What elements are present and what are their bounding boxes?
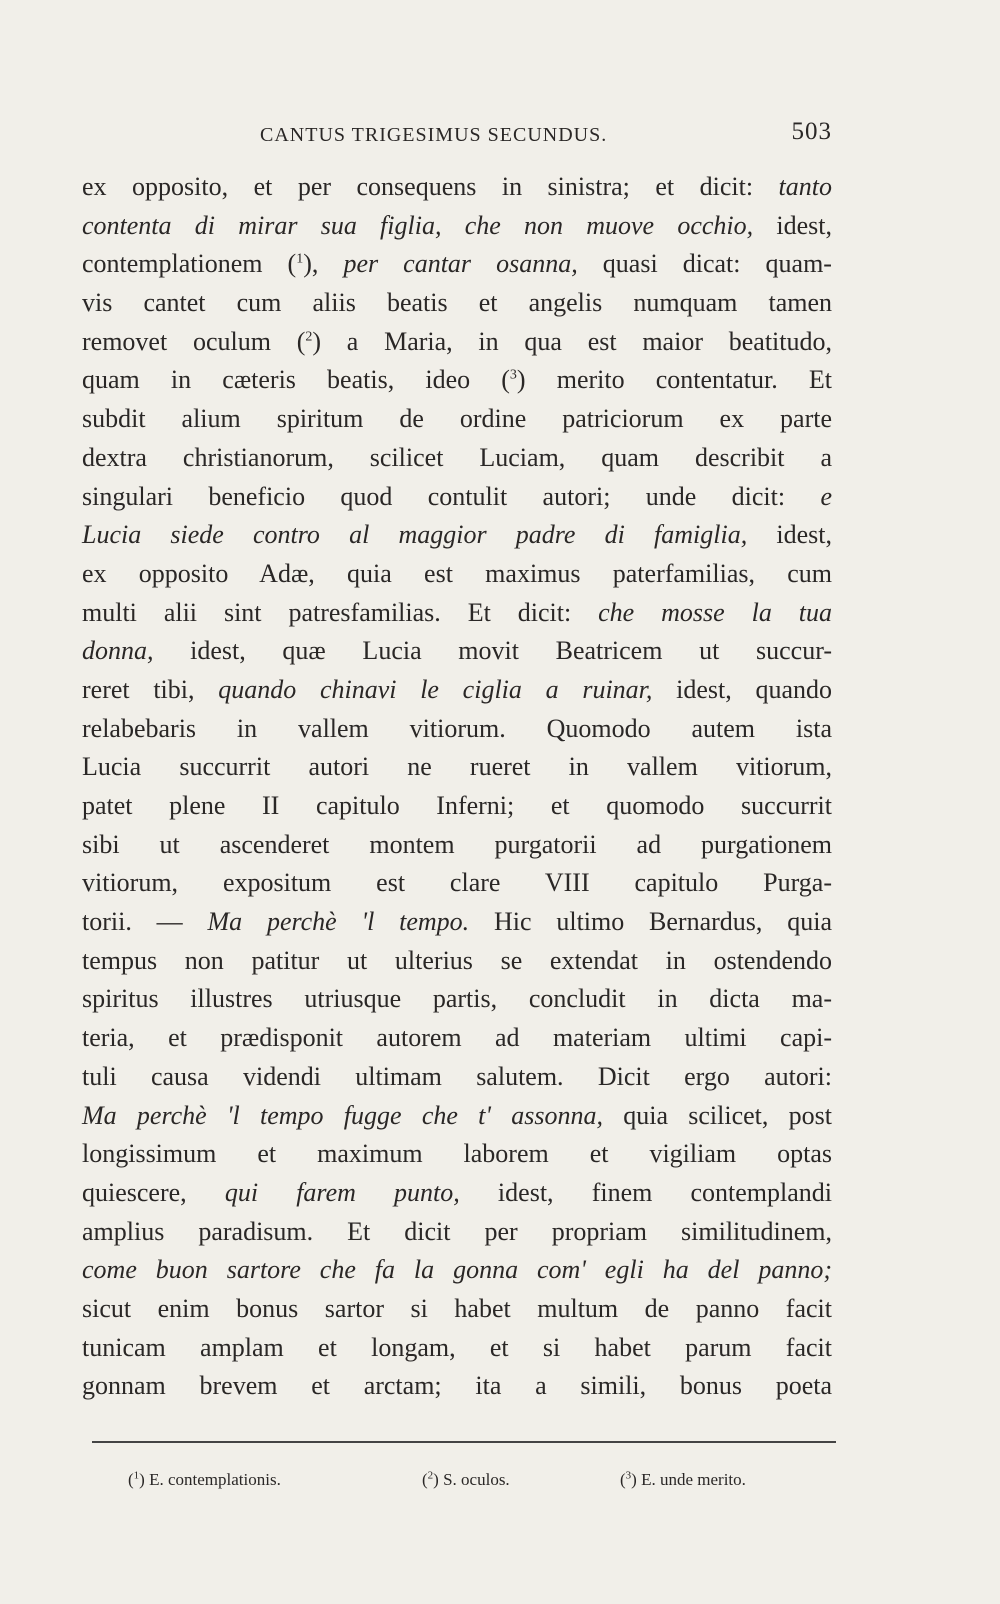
text-segment: quia scilicet, post [602,1100,832,1130]
text-segment: idest, [753,210,832,240]
text-line [82,748,832,787]
text-line [82,1174,832,1213]
italic-quotation: che mosse la tua [598,597,832,627]
italic-quotation: Lucia siede contro al maggior padre di famiglia, [82,520,748,550]
text-line [82,207,832,246]
text-line [82,400,832,439]
text-segment: idest, finem contemplandi [459,1177,833,1207]
text-segment: patet plene II capitulo Inferni; et quomodo succurrit [82,791,832,820]
text-line [82,671,832,710]
italic-quotation: per cantar osanna, [343,249,578,279]
footnote-3: ($^3$) E. unde merito. [620,1469,746,1489]
text-segment: idest, quæ Lucia movit Beatricem ut succur- [153,636,832,666]
text-line [82,1290,832,1329]
text-line [82,323,832,362]
text-segment: longissimum et maximum laborem et vigiliam optas [82,1139,832,1169]
text-line [82,903,832,942]
text-segment: idest, quando [652,674,832,704]
italic-quotation: donna, [82,636,154,666]
text-line [82,1135,832,1174]
text-segment: quasi dicat: quam- [577,249,832,279]
text-segment: singulari beneficio quod contulit autori; unde dicit: [82,481,821,511]
text-segment: ), [303,249,344,279]
text-line [82,710,832,749]
footnote-2: ($^2$) S. oculos. [422,1469,510,1489]
text-line [82,168,832,207]
text-segment: removet oculum ( [82,326,306,356]
text-segment: relabebaris in vallem vitiorum. Quomodo autem ista [82,713,832,743]
text-segment: torii. — [82,907,208,937]
text-segment: ) a Maria, in qua est maior beatitudo, [312,326,832,356]
footnote-reference: 2 [305,329,313,345]
italic-quotation: e [820,481,832,511]
text-segment: tempus non patitur ut ulterius se extendat in ostendendo [82,945,832,975]
text-segment: vitiorum, expositum est clare VIII capitulo Purga- [82,868,832,898]
italic-quotation: qui farem punto, [224,1177,460,1207]
text-segment: Lucia succurrit autori ne rueret in vallem vitiorum, [82,752,832,782]
text-segment: tunicam amplam et longam, et si habet parum facit [82,1332,832,1362]
text-line [82,478,832,517]
italic-quotation: contenta di mirar sua figlia, che non muove occhio, [82,210,754,240]
text-line [82,980,832,1019]
italic-quotation: Ma perchè 'l tempo fugge che t' assonna, [82,1100,603,1130]
italic-quotation: Ma perchè 'l tempo. [207,907,470,937]
italic-quotation: come buon sartore che fa la gonna com' egli ha del panno; [82,1255,832,1285]
text-line [82,1097,832,1136]
text-line [82,1019,832,1058]
text-line [82,1329,832,1368]
footnote-1: ($^1$) E. contemplationis. [128,1469,281,1489]
text-segment: ) merito contentatur. Et [516,365,832,395]
text-segment: amplius paradisum. Et dicit per propriam similitudinem, [82,1216,832,1246]
text-segment: quiescere, [82,1177,225,1207]
text-line [82,284,832,323]
text-segment: Hic ultimo Bernardus, quia [469,907,832,937]
text-segment: ex opposito, et per consequens in sinistra; et dicit: [82,172,779,201]
text-segment: subdit alium spiritum de ordine patriciorum ex parte [82,404,832,434]
text-line [82,439,832,478]
footnote-reference: 3 [509,367,517,383]
text-line [82,1251,832,1290]
page-header [82,118,832,150]
text-segment: contemplationem ( [82,249,297,279]
text-line [82,864,832,903]
footnote-reference: 1 [296,251,304,267]
text-line [82,1213,832,1252]
text-segment: multi alii sint patresfamilias. Et dicit: [82,597,599,627]
text-segment: reret tibi, [82,674,219,704]
text-segment: ex opposito Adæ, quia est maximus paterfamilias, cum [82,558,832,588]
text-segment: teria, et prædisponit autorem ad materiam ultimi capi- [82,1023,832,1053]
text-segment: sibi ut ascenderet montem purgatorii ad purgationem [82,829,832,859]
text-segment: tuli causa videndi ultimam salutem. Dicit ergo autori: [82,1061,832,1091]
text-segment: vis cantet cum aliis beatis et angelis numquam tamen [82,288,832,318]
text-line [82,1367,832,1406]
text-segment: spiritus illustres utriusque partis, concludit in dicta ma- [82,984,832,1014]
text-line [82,555,832,594]
text-segment: sicut enim bonus sartor si habet multum de panno facit [82,1293,832,1323]
body-text [82,168,832,1406]
running-title: CANTUS TRIGESIMUS SECUNDUS. [260,124,608,146]
text-line [82,826,832,865]
text-line [82,942,832,981]
footnotes [128,1470,828,1500]
text-segment: dextra christianorum, scilicet Luciam, quam describit a [82,442,832,472]
text-line [82,632,832,671]
text-segment: idest, [747,520,832,550]
footnote-divider [92,1441,836,1443]
text-line [82,787,832,826]
italic-quotation: quando chinavi le ciglia a ruinar, [218,674,653,704]
text-line [82,361,832,400]
text-line [82,594,832,633]
italic-quotation: tanto [778,172,832,201]
text-segment: gonnam brevem et arctam; ita a simili, bonus poeta [82,1371,832,1401]
page-number: 503 [791,118,832,145]
text-line [82,245,832,284]
text-line [82,1058,832,1097]
text-line [82,516,832,555]
text-segment: quam in cæteris beatis, ideo ( [82,365,510,395]
